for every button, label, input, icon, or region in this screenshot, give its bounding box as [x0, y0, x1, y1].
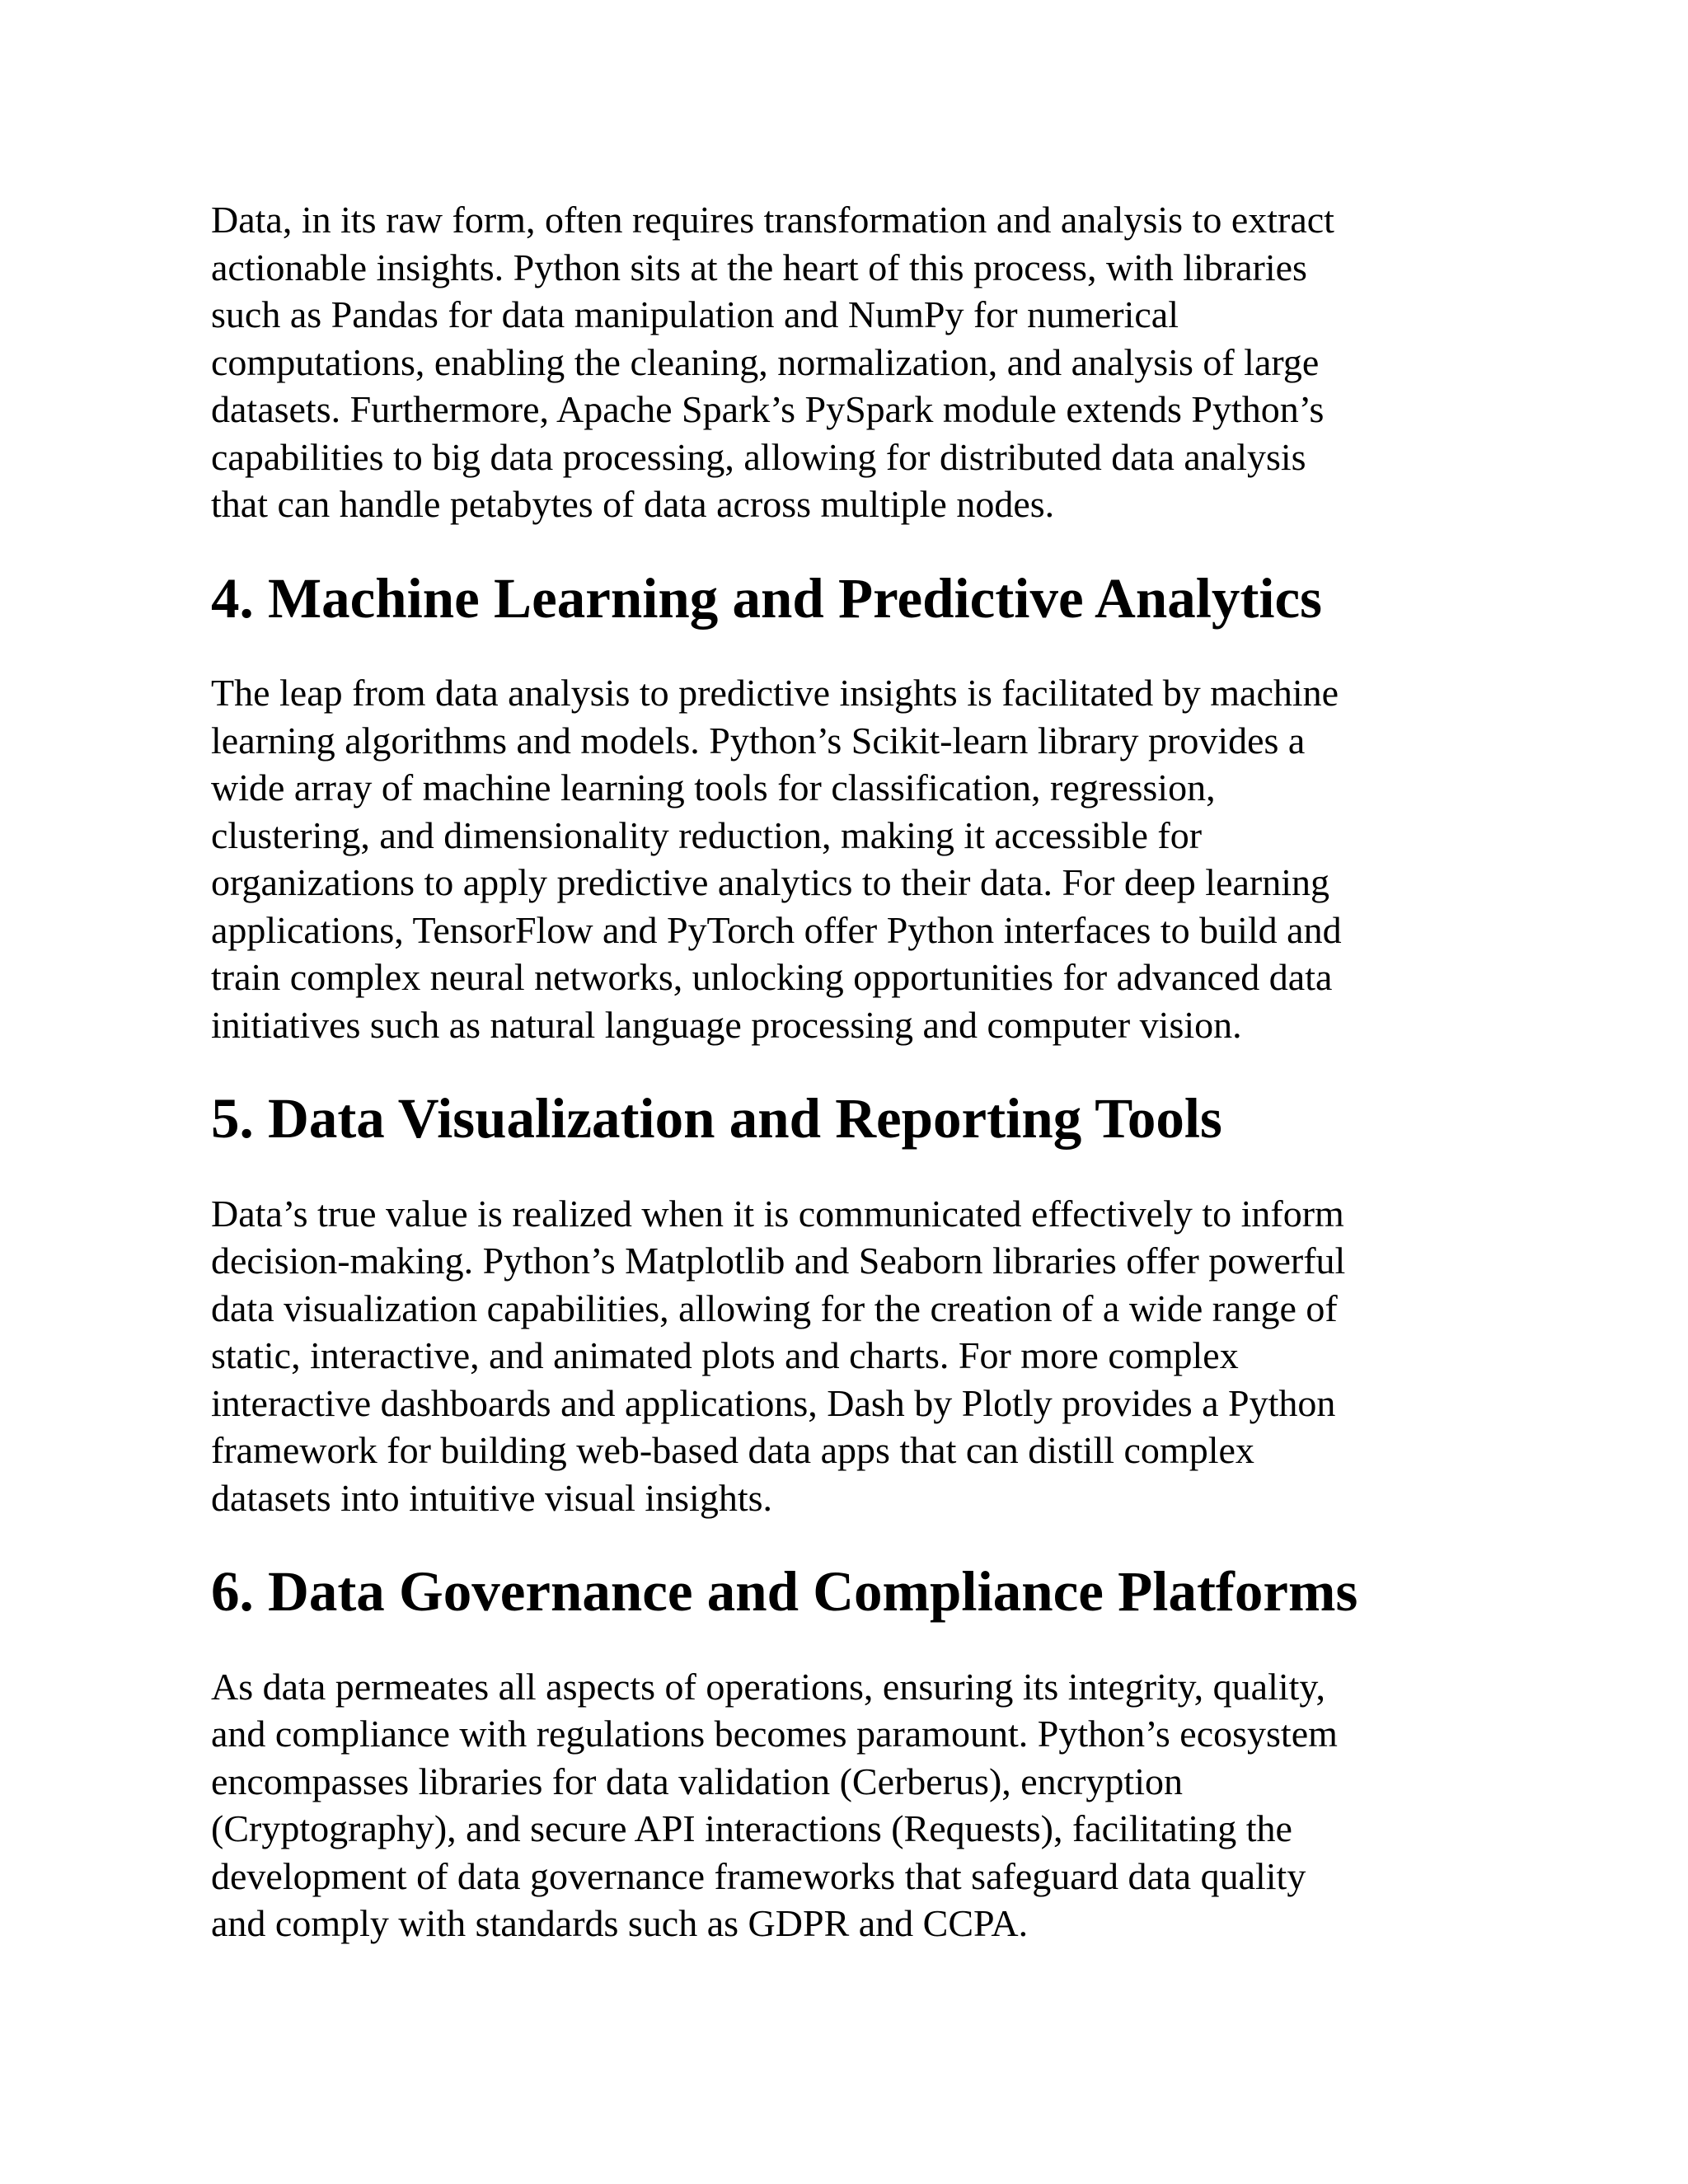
paragraph-line: computations, enabling the cleaning, normalization, and analysis of large — [211, 340, 1320, 383]
section-heading-machine-learning: 4. Machine Learning and Predictive Analytics — [211, 566, 1323, 630]
paragraph-line: capabilities to big data processing, allowing for distributed data analysis — [211, 435, 1306, 478]
paragraph-line: datasets. Furthermore, Apache Spark’s PySpark module extends Python’s — [211, 388, 1325, 430]
section-heading-data-governance: 6. Data Governance and Compliance Platforms — [211, 1560, 1358, 1623]
paragraph-line: Data’s true value is realized when it is communicated effectively to inform — [211, 1192, 1344, 1235]
paragraph-line: framework for building web-based data apps that can distill complex — [211, 1429, 1254, 1471]
paragraph-line: such as Pandas for data manipulation and NumPy for numerical — [211, 293, 1179, 335]
paragraph-line: applications, TensorFlow and PyTorch offer Python interfaces to build and — [211, 908, 1342, 951]
paragraph-line: As data permeates all aspects of operations, ensuring its integrity, quality, — [211, 1665, 1325, 1708]
paragraph-line: Data, in its raw form, often requires transformation and analysis to extract — [211, 199, 1334, 241]
paragraph-line: initiatives such as natural language processing and computer vision. — [211, 1003, 1242, 1046]
paragraph-line: decision-making. Python’s Matplotlib and Seaborn libraries offer powerful — [211, 1240, 1346, 1282]
paragraph-line: that can handle petabytes of data across multiple nodes. — [211, 483, 1055, 525]
paragraph-line: data visualization capabilities, allowing for the creation of a wide range of — [211, 1286, 1338, 1329]
paragraph-line: and compliance with regulations becomes paramount. Python’s ecosystem — [211, 1713, 1338, 1755]
paragraph-line: train complex neural networks, unlocking opportunities for advanced data — [211, 956, 1333, 998]
paragraph-line: (Cryptography), and secure API interactions (Requests), facilitating the — [211, 1807, 1292, 1849]
paragraph-line: organizations to apply predictive analytics to their data. For deep learning — [211, 861, 1329, 903]
paragraph-line: learning algorithms and models. Python’s Scikit-learn library provides a — [211, 719, 1306, 762]
document-page — [211, 196, 1497, 1947]
paragraph-line: static, interactive, and animated plots and charts. For more complex — [211, 1334, 1239, 1376]
section-paragraph-data-governance — [211, 1663, 1497, 1947]
paragraph-line: clustering, and dimensionality reduction, making it accessible for — [211, 813, 1203, 856]
paragraph-line: The leap from data analysis to predictive insights is facilitated by machine — [211, 672, 1339, 714]
section-heading-data-visualization: 5. Data Visualization and Reporting Tools — [211, 1087, 1222, 1150]
paragraph-line: and comply with standards such as GDPR and CCPA. — [211, 1902, 1029, 1944]
paragraph-line: development of data governance frameworks that safeguard data quality — [211, 1854, 1306, 1897]
spacer — [211, 1616, 1497, 1663]
spacer — [211, 1143, 1497, 1190]
paragraph-line: interactive dashboards and applications, Dash by Plotly provides a Python — [211, 1381, 1336, 1424]
paragraph-line: actionable insights. Python sits at the heart of this process, with libraries — [211, 246, 1307, 288]
paragraph-line: encompasses libraries for data validation (Cerberus), encryption — [211, 1760, 1183, 1802]
intro-paragraph — [211, 196, 1497, 528]
section-paragraph-machine-learning — [211, 669, 1497, 1048]
spacer — [211, 622, 1497, 669]
paragraph-line: datasets into intuitive visual insights. — [211, 1476, 773, 1519]
section-paragraph-data-visualization — [211, 1190, 1497, 1522]
paragraph-line: wide array of machine learning tools for classification, regression, — [211, 766, 1216, 808]
